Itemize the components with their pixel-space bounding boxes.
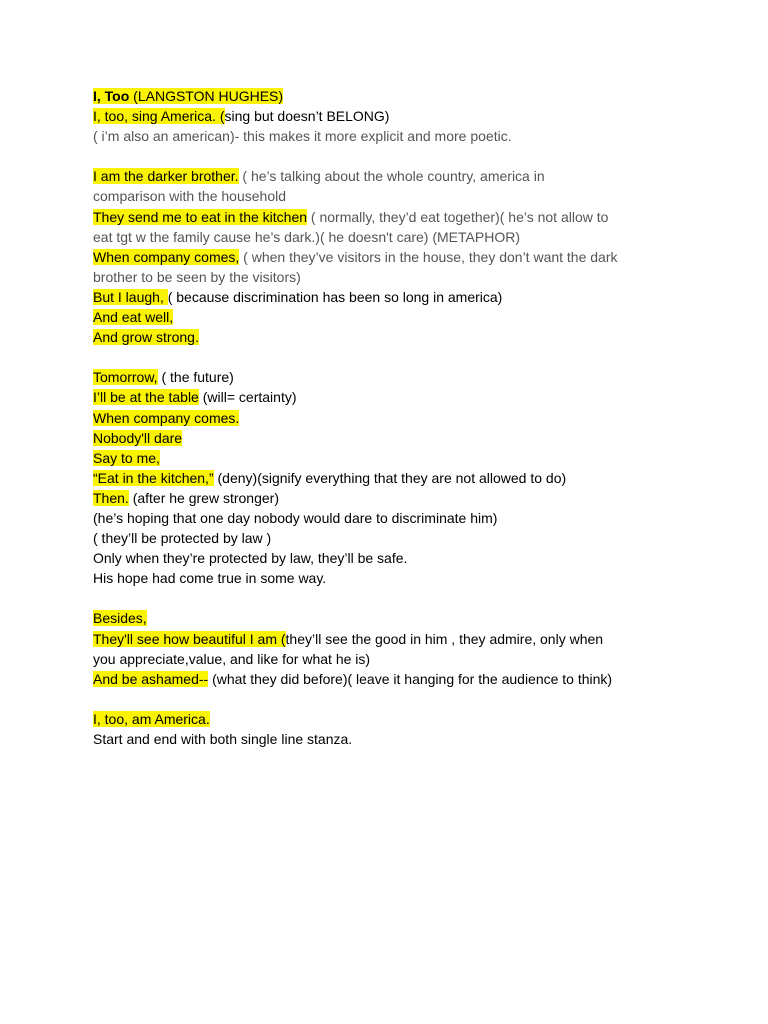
poem-text: And grow strong.	[93, 329, 199, 346]
poem-title: I, Too	[93, 88, 130, 104]
annotation: ( they’ll be protected by law )	[93, 530, 272, 547]
poem-line	[93, 408, 693, 428]
poem-text: I’ll be at the table	[93, 389, 199, 406]
poem-line	[93, 106, 693, 126]
annotation: ( i’m also an american)- this makes it more explicit and more poetic.	[93, 128, 512, 145]
annotation: Only when they’re protected by law, they’ll be safe.	[93, 550, 408, 567]
annotation-line	[93, 227, 693, 247]
annotation: brother to be seen by the visitors)	[93, 268, 301, 285]
poem-line	[93, 488, 693, 508]
annotation: eat tgt w the family cause he’s dark.)( he doesn't care) (METAPHOR)	[93, 228, 520, 245]
poem-author: (LANGSTON HUGHES)	[129, 88, 284, 104]
annotation-line	[93, 126, 693, 146]
poem-text: I, too, sing America. (	[93, 108, 225, 125]
poem-text: And eat well,	[93, 309, 174, 326]
poem-text: When company comes.	[93, 409, 240, 426]
annotation: ( normally, they’d eat together)( he’s not allow to	[307, 208, 609, 225]
annotation: (he’s hoping that one day nobody would dare to discriminate him)	[93, 509, 498, 526]
stanza-break	[93, 689, 693, 709]
poem-line	[93, 327, 693, 347]
poem-line	[93, 387, 693, 407]
poem-text: I am the darker brother.	[93, 168, 239, 185]
poem-line	[93, 468, 693, 488]
annotation: you appreciate,value, and like for what he is)	[93, 650, 371, 667]
poem-line	[93, 166, 693, 186]
poem-text: Then.	[93, 489, 129, 506]
poem-line	[93, 367, 693, 387]
annotation: they’ll see the good in him , they admire, only when	[285, 630, 604, 647]
annotation: Start and end with both single line stanza.	[93, 731, 353, 747]
poem-text: “Eat in the kitchen,”	[93, 469, 214, 486]
poem-line	[93, 287, 693, 307]
poem-text: They'll see how beautiful I am (	[93, 630, 286, 647]
annotation-line	[93, 548, 693, 568]
poem-line	[93, 448, 693, 468]
poem-line	[93, 428, 693, 448]
annotation-line	[93, 508, 693, 528]
annotation: ( the future)	[157, 369, 234, 386]
annotation-line	[93, 729, 693, 749]
poem-line	[93, 629, 693, 649]
annotation: (deny)(signify everything that they are not allowed to do)	[213, 469, 567, 486]
annotation: ( because discrimination has been so long in america)	[167, 288, 503, 305]
poem-line	[93, 307, 693, 327]
poem-text: They send me to eat in the kitchen	[93, 208, 308, 225]
poem-text: Besides,	[93, 610, 147, 627]
annotation: (after he grew stronger)	[128, 489, 279, 506]
poem-text: And be ashamed--	[93, 670, 209, 687]
poem-text: I, too, am America.	[93, 710, 210, 727]
stanza-break	[93, 347, 693, 367]
annotation: comparison with the household	[93, 188, 287, 205]
notes-content	[93, 86, 693, 749]
poem-text: When company comes,	[93, 248, 240, 265]
stanza-break	[93, 146, 693, 166]
poem-text: Say to me,	[93, 449, 160, 466]
poem-text: Tomorrow,	[93, 369, 158, 386]
annotation: His hope had come true in some way.	[93, 570, 327, 587]
poem-text: Nobody'll dare	[93, 429, 183, 446]
annotation: ( when they’ve visitors in the house, they don’t want the dark	[239, 248, 618, 265]
annotation-line	[93, 649, 693, 669]
annotation-line	[93, 186, 693, 206]
title-line	[93, 86, 693, 106]
poem-text: But I laugh,	[93, 288, 168, 305]
poem-line	[93, 247, 693, 267]
poem-line	[93, 207, 693, 227]
stanza-break	[93, 588, 693, 608]
poem-line	[93, 709, 693, 729]
annotation: (what they did before)( leave it hanging for the audience to think)	[208, 670, 613, 687]
annotation: ( he’s talking about the whole country, america in	[238, 168, 545, 185]
poem-line	[93, 608, 693, 628]
annotation: (will= certainty)	[198, 389, 297, 406]
poem-line	[93, 669, 693, 689]
annotation-line	[93, 267, 693, 287]
annotation-line	[93, 528, 693, 548]
annotation: sing but doesn’t BELONG)	[224, 108, 390, 125]
annotation-line	[93, 568, 693, 588]
